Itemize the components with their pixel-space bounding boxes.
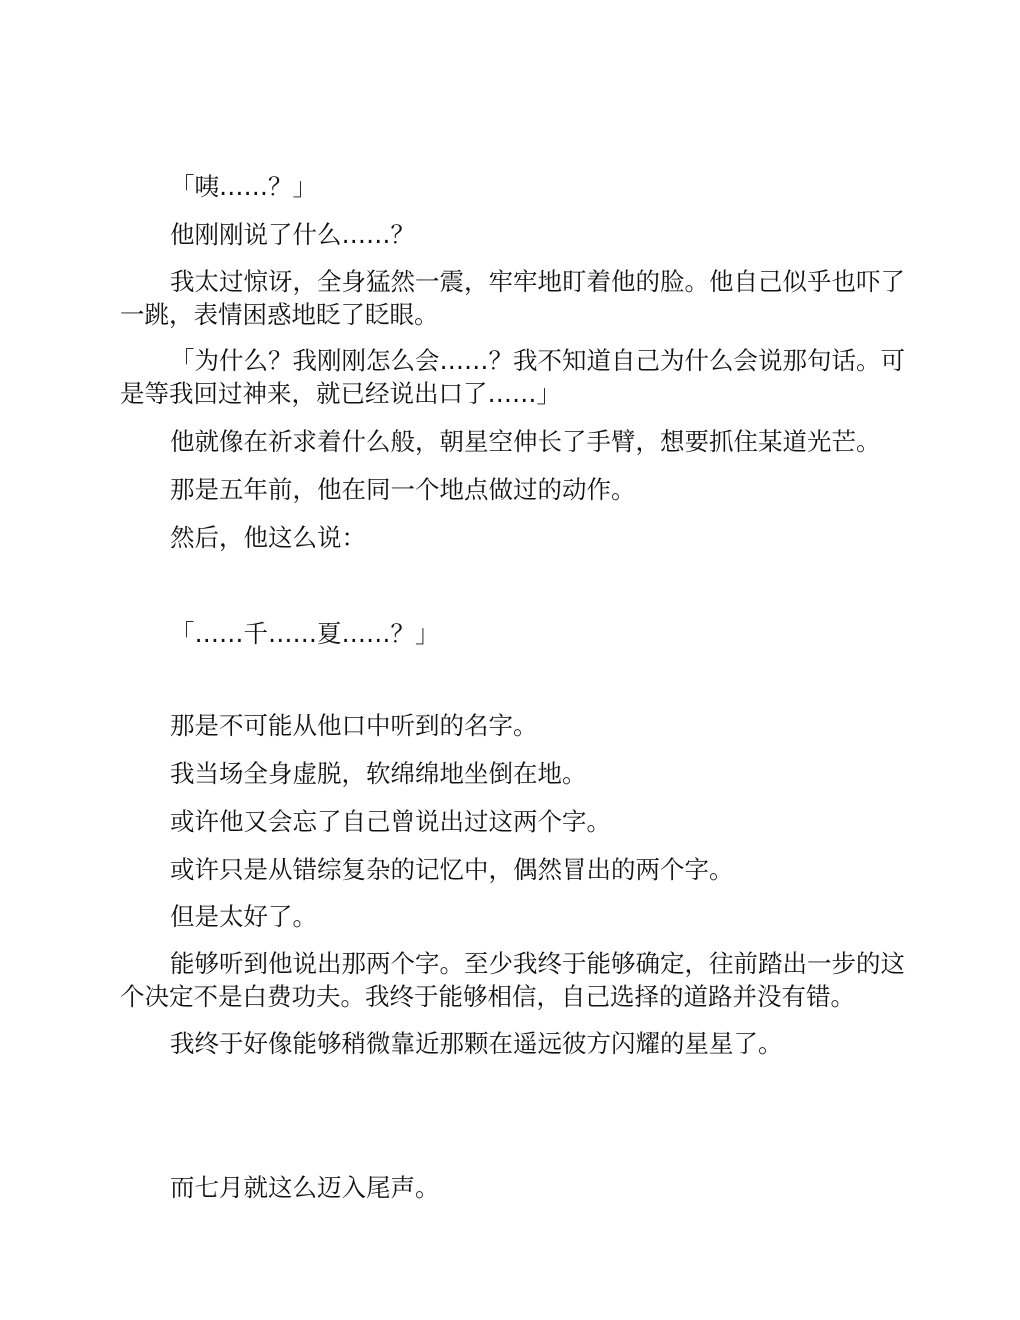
paragraph-13: 但是太好了。	[170, 902, 317, 931]
paragraph-1: 「咦……？」	[170, 172, 317, 201]
paragraph-10: 我当场全身虚脱，软绵绵地坐倒在地。	[170, 759, 587, 788]
paragraph-6: 那是五年前，他在同一个地点做过的动作。	[170, 475, 636, 504]
paragraph-3: 我太过惊讶，全身猛然一震，牢牢地盯着他的脸。他自己似乎也吓了一跳，表情困惑地眨了眨眼。	[120, 267, 905, 329]
paragraph-8: 「……千……夏……？」	[170, 619, 440, 648]
paragraph-15: 我终于好像能够稍微靠近那颗在遥远彼方闪耀的星星了。	[170, 1029, 783, 1058]
paragraph-4: 「为什么？我刚刚怎么会……？我不知道自己为什么会说那句话。可是等我回过神来，就已经说出口了……」	[120, 346, 905, 408]
paragraph-11: 或许他又会忘了自己曾说出过这两个字。	[170, 807, 611, 836]
paragraph-5: 他就像在祈求着什么般，朝星空伸长了手臂，想要抓住某道光芒。	[170, 427, 881, 456]
paragraph-12: 或许只是从错综复杂的记忆中，偶然冒出的两个字。	[170, 855, 734, 884]
paragraph-9: 那是不可能从他口中听到的名字。	[170, 711, 538, 740]
paragraph-14: 能够听到他说出那两个字。至少我终于能够确定，往前踏出一步的这个决定不是白费功夫。我终于能够相信，自己选择的道路并没有错。	[120, 949, 905, 1011]
paragraph-16: 而七月就这么迈入尾声。	[170, 1173, 440, 1202]
paragraph-7: 然后，他这么说：	[170, 523, 366, 552]
paragraph-2: 他刚刚说了什么……？	[170, 220, 415, 249]
